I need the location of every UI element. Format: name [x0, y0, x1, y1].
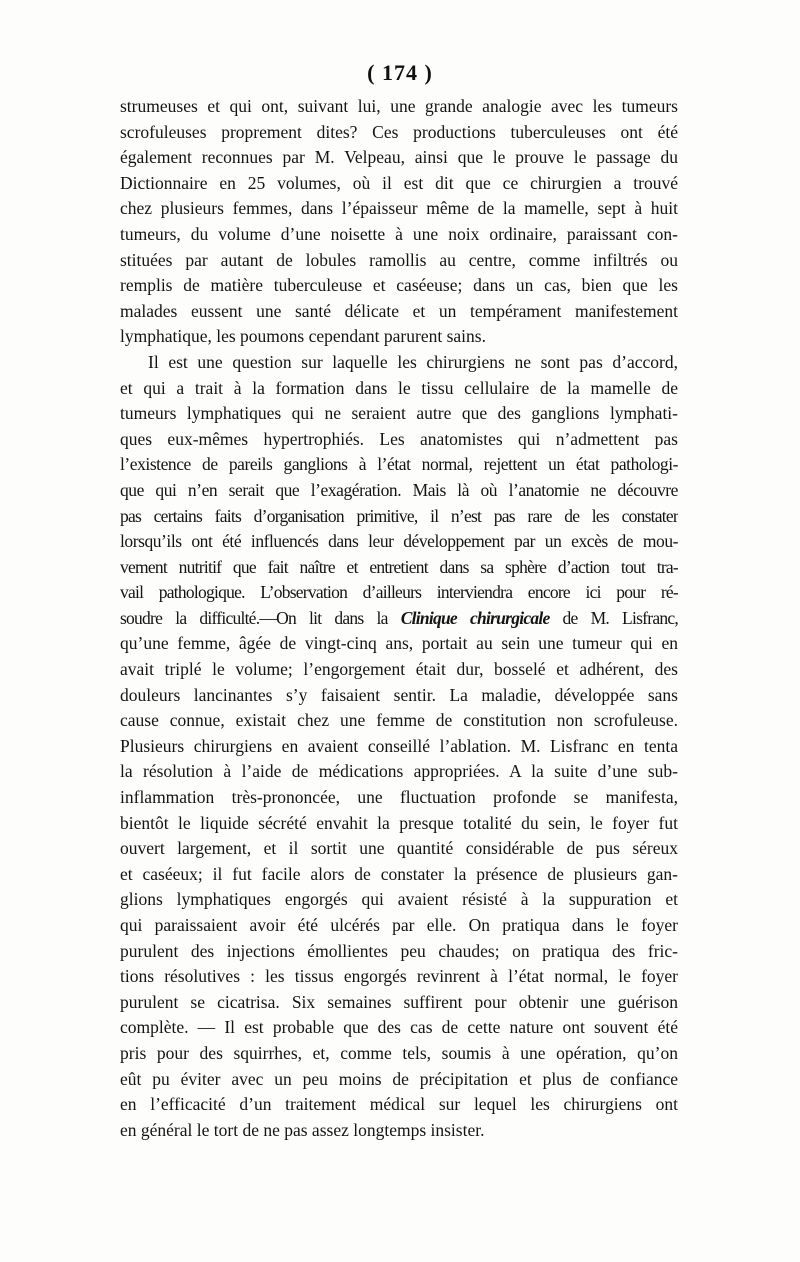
citation-lead: soudre la difficulté.—On lit dans la [120, 607, 401, 628]
body-text [120, 94, 678, 1143]
text-line: vail pathologique. L’observation d’ailleurs interviendra encore ici pour ré- [120, 582, 678, 603]
text-line: l’existence de pareils ganglions à l’état normal, rejettent un état pathologi- [120, 454, 678, 475]
paragraph-end-line: en général le tort de ne pas assez longtemps insister. [120, 1119, 485, 1140]
text-line: bientôt le liquide sécrété envahit la presque totalité du sein, le foyer fut [120, 812, 678, 833]
text-line: pris pour des squirrhes, et, comme tels, soumis à une opération, qu’on [120, 1042, 678, 1063]
text-line: douleurs lancinantes s’y faisaient sentir. La maladie, développée sans [120, 684, 678, 705]
text-line: et caséeux; il fut facile alors de constater la présence de plusieurs gan- [120, 863, 678, 884]
text-line: que qui n’en serait que l’exagération. Mais là où l’anatomie ne découvre [120, 479, 678, 500]
text-line: vement nutritif que fait naître et entretient dans sa sphère d’action tout tra- [120, 556, 678, 577]
text-line: chez plusieurs femmes, dans l’épaisseur même de la mamelle, sept à huit [120, 198, 678, 219]
text-line: purulent des injections émollientes peu chaudes; on pratiqua des fric- [120, 940, 678, 961]
text-line: Dictionnaire en 25 volumes, où il est dit que ce chirurgien a trouvé [120, 172, 678, 193]
text-line: inflammation très-prononcée, une fluctuation profonde se manifesta, [120, 787, 678, 808]
text-line-citation [120, 606, 678, 632]
text-line: eût pu éviter avec un peu moins de précipitation et plus de confiance [120, 1068, 678, 1089]
paragraph-end-line: lymphatique, les poumons cependant parurent sains. [120, 326, 486, 347]
text-line: cause connue, existait chez une femme de constitution non scrofuleuse. [120, 710, 678, 731]
text-line: remplis de matière tuberculeuse et caséeuse; dans un cas, bien que les [120, 275, 678, 296]
text-line: également reconnues par M. Velpeau, ainsi que le prouve le passage du [120, 147, 678, 168]
text-line: glions lymphatiques engorgés qui avaient résisté à la suppuration et [120, 889, 678, 910]
text-line: avait triplé le volume; l’engorgement était dur, bosselé et adhérent, des [120, 659, 678, 680]
text-line: ouvert largement, et il sortit une quantité considérable de pus séreux [120, 838, 678, 859]
paragraph-start-line: Il est une question sur laquelle les chirurgiens ne sont pas d’accord, [148, 351, 678, 372]
text-line: qu’une femme, âgée de vingt-cinq ans, portait au sein une tumeur qui en [120, 633, 678, 654]
text-line: et qui a trait à la formation dans le tissu cellulaire de la mamelle de [120, 377, 678, 398]
text-line: malades eussent une santé délicate et un tempérament manifestement [120, 300, 678, 321]
text-line: Plusieurs chirurgiens en avaient conseillé l’ablation. M. Lisfranc en tenta [120, 735, 678, 756]
text-line: en l’efficacité d’un traitement médical sur lequel les chirurgiens ont [120, 1094, 678, 1115]
text-line: complète. — Il est probable que des cas de cette nature ont souvent été [120, 1017, 678, 1038]
text-line: purulent se cicatrisa. Six semaines suffirent pour obtenir une guérison [120, 991, 678, 1012]
text-line: strumeuses et qui ont, suivant lui, une grande analogie avec les tumeurs [120, 96, 678, 116]
page-number: ( 174 ) [367, 60, 433, 85]
text-line: tumeurs lymphatiques qui ne seraient autre que des ganglions lymphati- [120, 403, 678, 424]
text-line: lorsqu’ils ont été influencés dans leur développement par un excès de mou- [120, 531, 678, 552]
text-line: scrofuleuses proprement dites? Ces productions tuberculeuses ont été [120, 121, 678, 142]
text-line: tumeurs, du volume d’une noisette à une noix ordinaire, paraissant con- [120, 223, 678, 244]
text-line: la résolution à l’aide de médications appropriées. A la suite d’une sub- [120, 761, 678, 782]
text-line: ques eux-mêmes hypertrophiés. Les anatomistes qui n’admettent pas [120, 428, 678, 449]
text-line: qui paraissaient avoir été ulcérés par elle. On pratiqua dans le foyer [120, 915, 678, 935]
citation-tail: de M. Lisfranc, [549, 607, 678, 628]
text-line: stituées par autant de lobules ramollis au centre, comme infiltrés ou [120, 249, 678, 270]
text-line: pas certains faits d’organisation primitive, il n’est pas rare de les constater [120, 505, 678, 526]
text-line: tions résolutives : les tissus engorgés revinrent à l’état normal, le foyer [120, 966, 678, 987]
cited-work-title: Clinique chirurgicale [400, 607, 550, 628]
